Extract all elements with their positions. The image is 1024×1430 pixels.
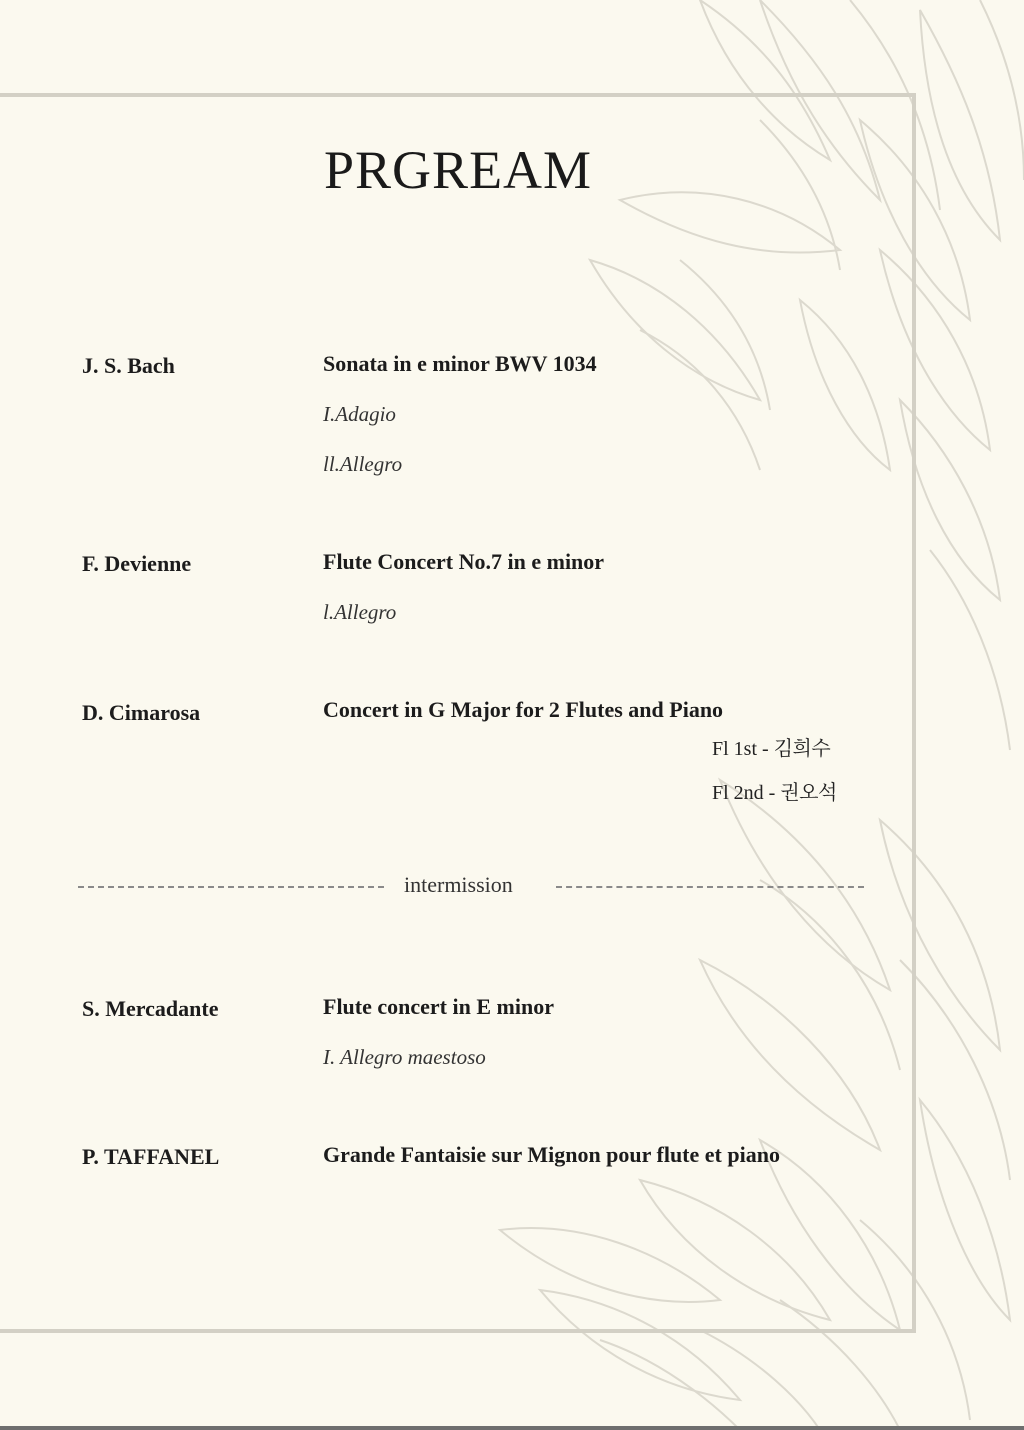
composer-name: D. Cimarosa: [82, 700, 201, 725]
performer-part: Fl 2nd -: [712, 782, 781, 804]
composer-name: S. Mercadante: [82, 996, 219, 1021]
movement-title: I. Allegro maestoso: [323, 1045, 486, 1069]
performer-line: [712, 778, 837, 807]
work-title: Concert in G Major for 2 Flutes and Piano: [323, 697, 724, 722]
movement-title: l.Allegro: [323, 600, 397, 624]
work-title: Grande Fantaisie sur Mignon pour flute et piano: [323, 1142, 780, 1167]
intermission-label: intermission: [404, 872, 513, 897]
composer-name: F. Devienne: [82, 551, 192, 576]
page-title: PRGREAM: [324, 140, 593, 200]
performer-name: 김희수: [773, 736, 831, 760]
work-title: Flute Concert No.7 in e minor: [323, 549, 605, 574]
performer-line: [712, 734, 830, 763]
work-title: Sonata in e minor BWV 1034: [323, 351, 597, 376]
composer-name: P. TAFFANEL: [82, 1144, 220, 1169]
work-title: Flute concert in E minor: [323, 994, 554, 1019]
divider-dashed-right: [556, 886, 864, 888]
divider-dashed-left: [78, 886, 384, 888]
performer-part: Fl 1st -: [712, 738, 774, 760]
performer-name: 권오석: [780, 780, 837, 804]
bottom-edge-line: [0, 1426, 1024, 1430]
composer-name: J. S. Bach: [82, 353, 175, 378]
movement-title: I.Adagio: [323, 402, 396, 426]
movement-title: ll.Allegro: [323, 452, 403, 476]
